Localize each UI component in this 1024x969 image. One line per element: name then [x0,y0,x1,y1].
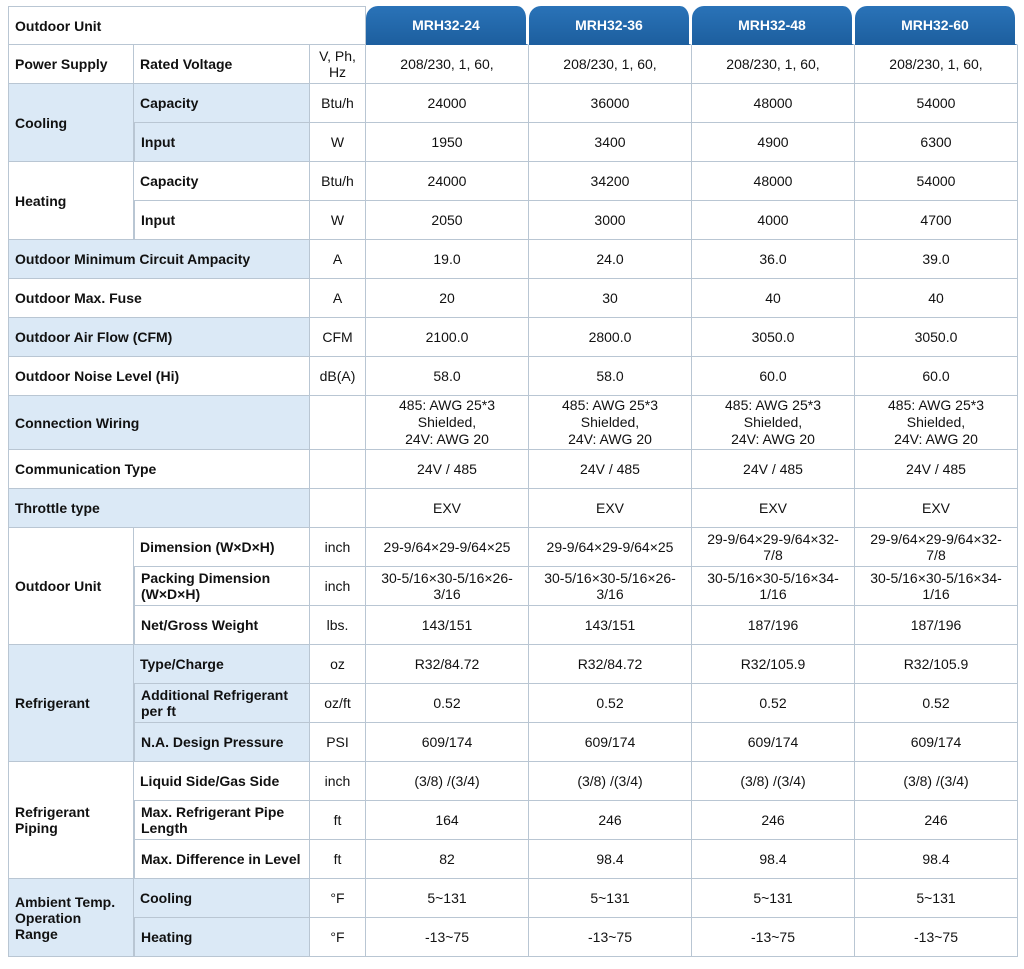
model-header: MRH32-36 [529,6,692,45]
value-cell: -13~75 [366,918,529,957]
value-cell: (3/8) /(3/4) [692,762,855,801]
value-cell: 609/174 [855,723,1018,762]
value-cell: 30-5/16×30-5/16×34-1/16 [692,567,855,606]
value-cell: 0.52 [366,684,529,723]
value-cell: 208/230, 1, 60, [692,45,855,84]
unit-cell: W [310,123,366,162]
value-cell: 29-9/64×29-9/64×25 [529,528,692,567]
value-cell: 208/230, 1, 60, [855,45,1018,84]
unit-cell: inch [310,762,366,801]
unit-cell: dB(A) [310,357,366,396]
row-max-pipe-length [8,801,1018,840]
value-cell: 3000 [529,201,692,240]
row-label: Outdoor Noise Level (Hi) [8,357,310,396]
row-min-circuit-ampacity [8,240,1018,279]
value-cell: 30 [529,279,692,318]
wiring-line-1: 485: AWG 25*3 Shielded, [399,397,495,430]
value-cell: 4000 [692,201,855,240]
value-cell: 98.4 [855,840,1018,879]
group-label: Refrigerant [8,645,134,762]
value-cell: 208/230, 1, 60, [366,45,529,84]
value-cell [692,396,855,450]
value-cell: 208/230, 1, 60, [529,45,692,84]
row-design-pressure [8,723,1018,762]
unit-cell: Btu/h [310,84,366,123]
row-label: Connection Wiring [8,396,310,450]
unit-cell: lbs. [310,606,366,645]
row-label: Communication Type [8,450,310,489]
group-label: Power Supply [8,45,134,84]
unit-cell [310,396,366,450]
value-cell: EXV [855,489,1018,528]
row-heating-input [8,201,1018,240]
value-cell: 24V / 485 [855,450,1018,489]
value-cell: 609/174 [366,723,529,762]
row-label: Input [134,201,310,240]
row-label: Additional Refrigerant per ft [134,684,310,723]
value-cell: 143/151 [366,606,529,645]
row-heating-capacity [8,162,1018,201]
unit-cell: °F [310,879,366,918]
value-cell: R32/84.72 [529,645,692,684]
row-packing-dimension [8,567,1018,606]
value-cell: 24V / 485 [692,450,855,489]
row-rated-voltage [8,45,1018,84]
value-cell: 4700 [855,201,1018,240]
value-cell: 39.0 [855,240,1018,279]
value-cell: 29-9/64×29-9/64×32-7/8 [692,528,855,567]
row-label: Type/Charge [134,645,310,684]
wiring-line-1: 485: AWG 25*3 Shielded, [888,397,984,430]
unit-cell [310,489,366,528]
value-cell: 40 [692,279,855,318]
unit-cell: PSI [310,723,366,762]
unit-cell: oz/ft [310,684,366,723]
unit-cell: ft [310,840,366,879]
value-cell: 609/174 [529,723,692,762]
row-max-level-difference [8,840,1018,879]
value-cell: 54000 [855,162,1018,201]
value-cell: 36.0 [692,240,855,279]
value-cell: 5~131 [529,879,692,918]
value-cell: R32/105.9 [855,645,1018,684]
value-cell: EXV [692,489,855,528]
ambient-line-1: Ambient Temp. [15,893,116,910]
row-connection-wiring [8,396,1018,450]
row-additional-refrigerant [8,684,1018,723]
spec-table [8,6,1018,957]
value-cell: 29-9/64×29-9/64×25 [366,528,529,567]
row-label: Max. Difference in Level [134,840,310,879]
row-label: Packing Dimension (W×D×H) [134,567,310,606]
value-cell: 30-5/16×30-5/16×34-1/16 [855,567,1018,606]
group-label: Heating [8,162,134,240]
value-cell: 19.0 [366,240,529,279]
value-cell: 187/196 [855,606,1018,645]
value-cell: 34200 [529,162,692,201]
value-cell: 0.52 [529,684,692,723]
row-label: Rated Voltage [134,45,310,84]
value-cell: 187/196 [692,606,855,645]
row-label: Cooling [134,879,310,918]
value-cell: 246 [692,801,855,840]
row-ambient-cooling [8,879,1018,918]
row-max-fuse [8,279,1018,318]
value-cell: 58.0 [529,357,692,396]
value-cell: (3/8) /(3/4) [366,762,529,801]
value-cell: (3/8) /(3/4) [529,762,692,801]
group-label: Refrigerant Piping [8,762,134,879]
header-row [8,6,1018,45]
value-cell: 40 [855,279,1018,318]
value-cell: -13~75 [529,918,692,957]
value-cell [366,396,529,450]
value-cell: 82 [366,840,529,879]
value-cell: 30-5/16×30-5/16×26-3/16 [366,567,529,606]
row-cooling-capacity [8,84,1018,123]
row-label: Outdoor Max. Fuse [8,279,310,318]
row-label: Net/Gross Weight [134,606,310,645]
value-cell: 36000 [529,84,692,123]
value-cell: 60.0 [692,357,855,396]
value-cell: 98.4 [529,840,692,879]
value-cell: 54000 [855,84,1018,123]
value-cell: 98.4 [692,840,855,879]
value-cell: 3400 [529,123,692,162]
value-cell: 29-9/64×29-9/64×32-7/8 [855,528,1018,567]
value-cell: 4900 [692,123,855,162]
value-cell: 48000 [692,162,855,201]
row-noise-level [8,357,1018,396]
row-air-flow [8,318,1018,357]
value-cell: 2800.0 [529,318,692,357]
value-cell: 6300 [855,123,1018,162]
value-cell: 1950 [366,123,529,162]
value-cell: 48000 [692,84,855,123]
wiring-line-2: 24V: AWG 20 [731,431,815,447]
row-type-charge [8,645,1018,684]
row-label: Max. Refrigerant Pipe Length [134,801,310,840]
model-header: MRH32-48 [692,6,855,45]
row-weight [8,606,1018,645]
value-cell: 0.52 [692,684,855,723]
row-label: Heating [134,918,310,957]
group-label: Cooling [8,84,134,162]
value-cell: EXV [529,489,692,528]
value-cell: 60.0 [855,357,1018,396]
unit-cell: A [310,240,366,279]
row-label: Input [134,123,310,162]
unit-cell: A [310,279,366,318]
unit-cell: W [310,201,366,240]
row-communication-type [8,450,1018,489]
value-cell: R32/84.72 [366,645,529,684]
row-liquid-gas-side [8,762,1018,801]
value-cell: 5~131 [692,879,855,918]
row-label: Capacity [134,162,310,201]
model-header: MRH32-24 [366,6,529,45]
group-label [8,879,134,957]
unit-cell: V, Ph, Hz [310,45,366,84]
value-cell: 2100.0 [366,318,529,357]
value-cell: -13~75 [855,918,1018,957]
row-cooling-input [8,123,1018,162]
value-cell [529,396,692,450]
value-cell: -13~75 [692,918,855,957]
group-label: Outdoor Unit [8,528,134,645]
value-cell: 0.52 [855,684,1018,723]
value-cell: 246 [855,801,1018,840]
row-label: Outdoor Minimum Circuit Ampacity [8,240,310,279]
unit-cell: ft [310,801,366,840]
row-throttle-type [8,489,1018,528]
wiring-line-2: 24V: AWG 20 [894,431,978,447]
unit-cell [310,450,366,489]
value-cell: 609/174 [692,723,855,762]
wiring-line-1: 485: AWG 25*3 Shielded, [562,397,658,430]
value-cell: 143/151 [529,606,692,645]
value-cell: 58.0 [366,357,529,396]
value-cell [855,396,1018,450]
wiring-line-2: 24V: AWG 20 [405,431,489,447]
model-header: MRH32-60 [855,6,1018,45]
value-cell: (3/8) /(3/4) [855,762,1018,801]
unit-cell: Btu/h [310,162,366,201]
unit-cell: CFM [310,318,366,357]
unit-cell: °F [310,918,366,957]
ambient-line-2: Operation Range [15,909,82,942]
row-ambient-heating [8,918,1018,957]
value-cell: 24V / 485 [366,450,529,489]
wiring-line-1: 485: AWG 25*3 Shielded, [725,397,821,430]
unit-cell: inch [310,528,366,567]
value-cell: 30-5/16×30-5/16×26-3/16 [529,567,692,606]
value-cell: 246 [529,801,692,840]
value-cell: 5~131 [855,879,1018,918]
row-label: Throttle type [8,489,310,528]
value-cell: 5~131 [366,879,529,918]
row-label: N.A. Design Pressure [134,723,310,762]
value-cell: R32/105.9 [692,645,855,684]
unit-cell: inch [310,567,366,606]
wiring-line-2: 24V: AWG 20 [568,431,652,447]
header-label: Outdoor Unit [8,6,366,45]
row-label: Capacity [134,84,310,123]
value-cell: 24000 [366,84,529,123]
unit-cell: oz [310,645,366,684]
value-cell: 20 [366,279,529,318]
value-cell: 3050.0 [855,318,1018,357]
value-cell: 3050.0 [692,318,855,357]
row-dimension [8,528,1018,567]
value-cell: 2050 [366,201,529,240]
value-cell: 24.0 [529,240,692,279]
row-label: Liquid Side/Gas Side [134,762,310,801]
value-cell: 164 [366,801,529,840]
value-cell: EXV [366,489,529,528]
row-label: Outdoor Air Flow (CFM) [8,318,310,357]
row-label: Dimension (W×D×H) [134,528,310,567]
value-cell: 24000 [366,162,529,201]
value-cell: 24V / 485 [529,450,692,489]
